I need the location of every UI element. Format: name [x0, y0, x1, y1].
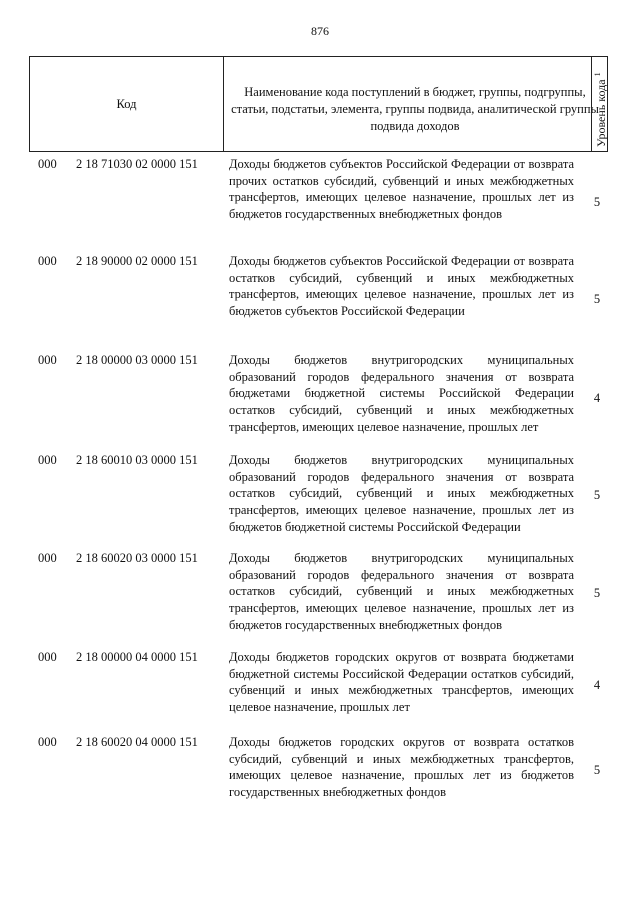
revenue-name: Доходы бюджетов городских округов от возврата бюджетами бюджетной системы Российской Федерации остатков субсидий, субвенций и иных межбюджетных трансфертов, имеющих целевое назначение, прошлых лет [229, 650, 574, 715]
admin-code: 000 [38, 551, 57, 565]
admin-code: 000 [38, 157, 57, 171]
revenue-name: Доходы бюджетов субъектов Российской Федерации от возврата остатков субсидий, субвенций и иных межбюджетных трансфертов, имеющих целевое назначение, прошлых лет из бюджетов субъектов Российской Федерации [229, 254, 574, 319]
revenue-code: 2 18 60020 04 0000 151 [76, 735, 198, 749]
header-name: Наименование кода поступлений в бюджет, группы, подгруппы, статьи, подстатьи, элемента, группы подвида, аналитической группы подвида доходов [223, 57, 608, 151]
admin-code: 000 [38, 453, 57, 467]
revenue-name: Доходы бюджетов городских округов от возврата остатков субсидий, субвенций и иных межбюджетных трансфертов, имеющих целевое назначение, прошлых лет из бюджетов государственных внебюджетных фондов [229, 735, 574, 800]
table-header [29, 56, 608, 152]
revenue-code: 2 18 71030 02 0000 151 [76, 157, 198, 171]
admin-code: 000 [38, 353, 57, 367]
header-level [591, 57, 608, 151]
code-level: 5 [593, 292, 601, 306]
header-code: Код [30, 57, 224, 151]
revenue-name: Доходы бюджетов внутригородских муниципальных образований городов федерального значения от возврата бюджетами бюджетной системы Российской Федерации остатков субсидий, субвенций и иных межбюджетных трансфертов, имеющих целевое назначение, прошлых лет [229, 353, 574, 434]
revenue-code: 2 18 00000 03 0000 151 [76, 353, 198, 367]
admin-code: 000 [38, 735, 57, 749]
revenue-code: 2 18 00000 04 0000 151 [76, 650, 198, 664]
revenue-code: 2 18 60020 03 0000 151 [76, 551, 198, 565]
admin-code: 000 [38, 254, 57, 268]
revenue-name: Доходы бюджетов внутригородских муниципальных образований городов федерального значения от возврата остатков субсидий, субвенций и иных межбюджетных трансфертов, имеющих целевое назначение, прошлых лет из бюджетов государственных внебюджетных фондов [229, 551, 574, 632]
revenue-code: 2 18 90000 02 0000 151 [76, 254, 198, 268]
code-level: 5 [593, 195, 601, 209]
page-number: 876 [311, 24, 329, 38]
revenue-code: 2 18 60010 03 0000 151 [76, 453, 198, 467]
header-level-label: Уровень кода $^1$ [593, 72, 608, 147]
admin-code: 000 [38, 650, 57, 664]
code-level: 5 [593, 763, 601, 777]
code-level: 4 [593, 391, 601, 405]
code-level: 4 [593, 678, 601, 692]
code-level: 5 [593, 488, 601, 502]
header-level-footnote: 1 [593, 72, 602, 77]
revenue-name: Доходы бюджетов внутригородских муниципальных образований городов федерального значения от возврата остатков субсидий, субвенций и иных межбюджетных трансфертов, имеющих целевое назначение, прошлых лет из бюджетов бюджетной системы Российской Федерации [229, 453, 574, 534]
code-level: 5 [593, 586, 601, 600]
revenue-name: Доходы бюджетов субъектов Российской Федерации от возврата прочих остатков субсидий, субвенций и иных межбюджетных трансфертов, имеющих целевое назначение, прошлых лет из бюджетов государственных внебюджетных фондов [229, 157, 574, 222]
